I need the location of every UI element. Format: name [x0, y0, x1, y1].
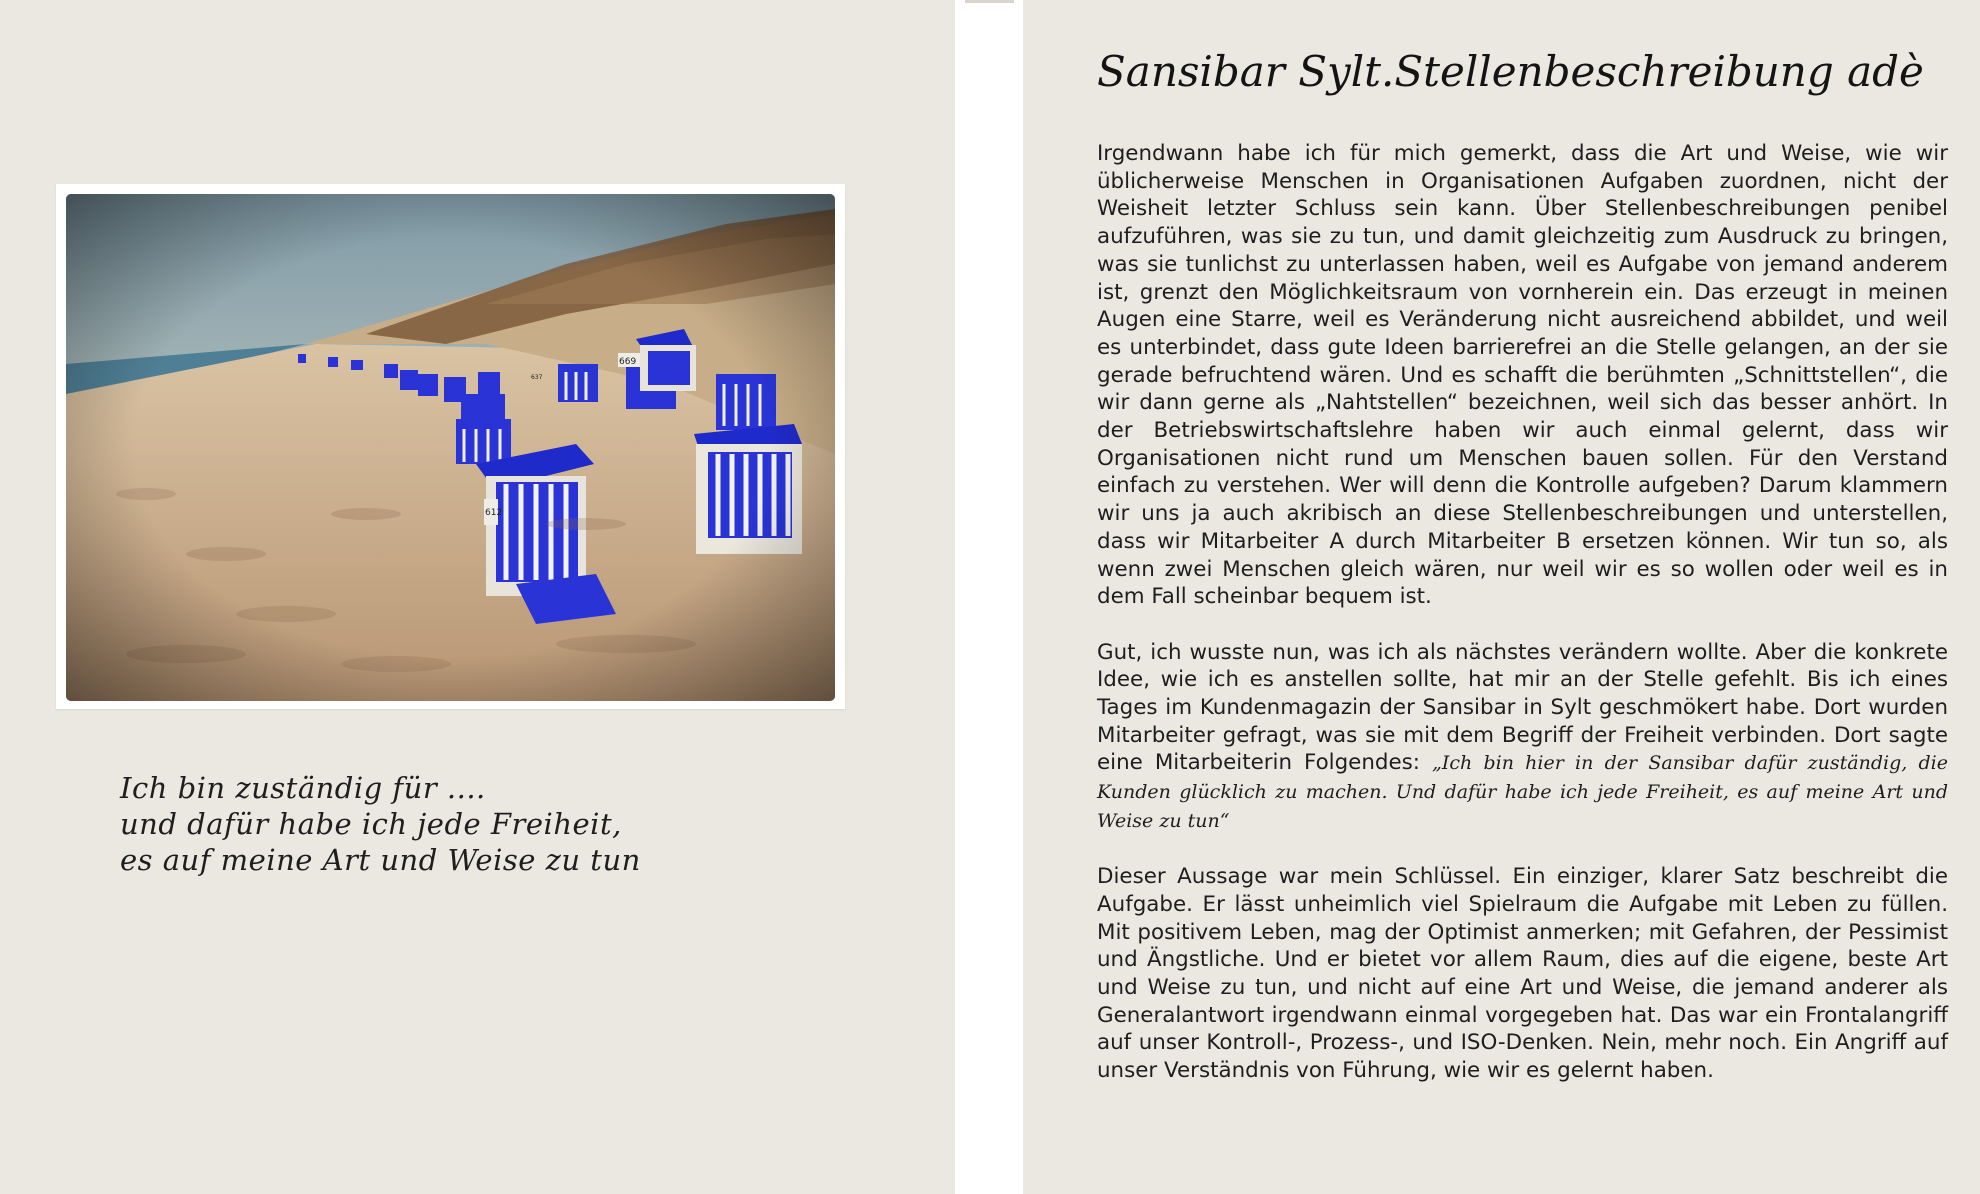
- handwritten-caption: [120, 770, 820, 878]
- caption-line-1: Ich bin zuständig für ....: [120, 771, 486, 805]
- caption-line-2: und dafür habe ich jede Freiheit,: [120, 807, 622, 841]
- paragraph-2: [1097, 639, 1948, 836]
- paragraph-3: Dieser Aussage war mein Schlüssel. Ein einziger, klarer Satz beschreibt die Aufgabe. Er lässt unheimlich viel Spielraum die Aufgabe mit Leben zu füllen. Mit positivem Leben, mag der Optimist anmerken; mit Gefahren, der Pessimist und Ängstliche. Und er bietet vor allem Raum, dies auf die eigene, beste Art und Weise zu tun, und nicht auf eine Art und Weise, die jemand anderer als Generalantwort irgendwann einmal vorgegeben hat. Das war ein Frontalangriff auf unser Kontroll-, Prozess-, und ISO-Denken. Nein, mehr noch. Ein Angriff auf unser Verständnis von Führung, wie wir es gelernt haben.: [1097, 864, 1948, 1084]
- caption-line-3: es auf meine Art und Weise zu tun: [120, 843, 641, 877]
- article-title: Sansibar Sylt.Stellenbeschreibung adè: [1097, 47, 1924, 96]
- beach-photo: [66, 194, 835, 701]
- employee-quote: „Ich bin hier in der Sansibar dafür zuständig, die Kunden glücklich zu machen. Und dafür habe ich jede Freiheit, es auf meine Art und Weise zu tun“: [1097, 752, 1948, 832]
- left-page: [0, 0, 955, 1194]
- paragraph-1: Irgendwann habe ich für mich gemerkt, dass die Art und Weise, wie wir üblicherweise Menschen in Organisationen Aufgaben zuordnen, nicht der Weisheit letzter Schluss sein kann. Über Stellenbeschreibungen penibel aufzuführen, was sie zu tun, und damit gleichzeitig zum Ausdruck zu bringen, was sie tunlichst zu unterlassen haben, weil es Aufgabe von jemand anderem ist, grenzt den Möglichkeitsraum von vornherein ein. Das erzeugt in meinen Augen eine Starre, weil es Veränderung nicht ausreichend abbildet, und weil es unterbindet, dass gute Ideen barrierefrei an die Stelle gelangen, an der sie gerade befruchtend wären. Und es schafft die berühmten „Schnittstellen“, die wir dann gerne als „Nahtstellen“ bezeichnen, weil sich das besser anhört. In der Betriebswirtschaftslehre haben wir auch einmal gelernt, dass wir Organisationen nicht rund um Menschen bauen sollen. Für den Verstand einfach zu verstehen. Wer will denn die Kontrolle aufgeben? Darum klammern wir uns ja auch akribisch an diese Stellenbeschreibungen und unterstellen, dass wir Mitarbeiter A durch Mitarbeiter B ersetzen können. Wir tun so, als wenn zwei Menschen gleich wären, nur weil wir es so wollen oder weil es in dem Fall scheinbar bequem ist.: [1097, 141, 1948, 610]
- beach-chairs-image: [66, 194, 835, 701]
- photo-frame: [56, 184, 845, 709]
- paragraph-2-text: Gut, ich wusste nun, was ich als nächstes verändern wollte. Aber die konkrete Idee, wie ich es anstellen sollte, hat mir an der Stelle gefehlt. Bis ich eines Tages im Kundenmagazin der Sansibar in Sylt geschmökert habe. Dort wurden Mitarbeiter gefragt, was sie mit dem Begriff der Freiheit verbinden. Dort sagte eine Mitarbeiterin Folgendes:: [1097, 639, 1948, 776]
- page-gutter-tab: [965, 0, 1014, 3]
- article-body: [1097, 140, 1948, 1113]
